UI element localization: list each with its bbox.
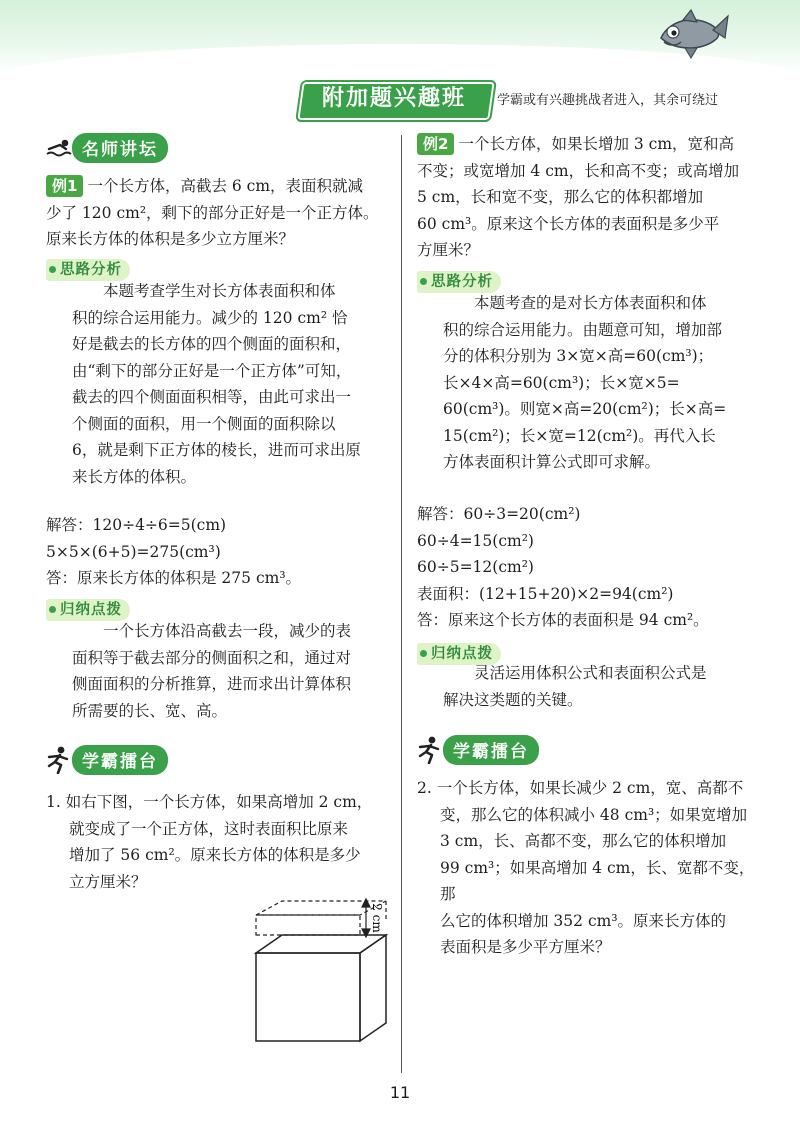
example-tag: 例1	[46, 175, 83, 197]
runner-icon	[46, 746, 72, 774]
runner-icon	[417, 736, 443, 764]
summary-tag: 归纳点拨	[417, 643, 501, 665]
section-header-challenge	[417, 735, 539, 765]
section-title: 学霸擂台	[72, 745, 168, 775]
analysis-text: 本题考查的是对长方体表面积和体 积的综合运用能力。由题意可知，增加部 分的体积分别为 3×宽×高=60(cm³)； 长×4×高=60(cm³)；长×宽×5= 60(cm³)。则宽×高=20(cm²)；长×高= 15(cm²)；长×宽=12(cm²)。再代入长 方体表面积计算公式即可求解。	[443, 294, 727, 471]
page-number: 11	[389, 1083, 411, 1102]
section-title: 学霸擂台	[443, 735, 539, 765]
section-title: 名师讲坛	[72, 133, 168, 163]
section-header-challenge	[46, 745, 168, 775]
example-2-problem: 例2 一个长方体，如果长增加 3 cm，宽和高 不变；或宽增加 4 cm，长和高不变；或高增加 5 cm，长和宽不变，那么它的体积都增加 60 cm³。原来这个长方体的表面积是多少平 方厘米？	[417, 135, 740, 259]
section-banner: 附加题兴趣班	[321, 86, 466, 111]
cuboid-figure	[240, 895, 390, 1055]
question-1: 1. 如右下图，一个长方体，如果高增加 2 cm， 就变成了一个正方体，这时表面积比原来 增加了 56 cm²。原来长方体的体积是多少 立方厘米？	[46, 793, 373, 891]
analysis-tag: 思路分析	[417, 271, 501, 293]
banner-note: 学霸或有兴趣挑战者进入，其余可绕过	[497, 93, 719, 108]
section-header-teacher	[46, 133, 168, 163]
summary-text: 一个长方体沿高截去一段，减少的表 面积等于截去部分的侧面积之和，通过对 侧面面积的分析推算，进而求出计算体积 所需要的长、宽、高。	[72, 622, 352, 720]
question-2: 2. 一个长方体，如果长减少 2 cm，宽、高都不 变，那么它的体积减小 48 cm³；如果宽增加 3 cm，长、高都不变，那么它的体积增加 99 cm³；如果高增加 4 cm，长、宽都不变，那 么它的体积增加 352 cm³。原来长方体的 表面积是多少平方厘米？	[417, 779, 755, 956]
answer-2: 解答：60÷3=20(cm²) 60÷4=15(cm²) 60÷5=12(cm²) 表面积：(12+15+20)×2=94(cm²) 答：原来这个长方体的表面积是 94 cm²。	[417, 505, 709, 629]
summary-tag: 归纳点拨	[46, 599, 130, 621]
summary-text: 灵活运用体积公式和表面积公式是 解决这类题的关键。	[443, 664, 707, 709]
column-divider	[401, 135, 402, 1073]
analysis-tag: 思路分析	[46, 259, 130, 281]
swimmer-icon	[46, 137, 72, 159]
answer-1: 解答：120÷4÷6=5(cm) 5×5×(6+5)=275(cm³) 答：原来长方体的体积是 275 cm³。	[46, 516, 302, 587]
example-1-problem: 例1 一个长方体，高截去 6 cm，表面积就减 少了 120 cm²，剩下的部分正好是一个正方体。 原来长方体的体积是多少立方厘米？	[46, 177, 379, 248]
fish-icon	[655, 8, 730, 63]
figure-dimension-label: 2 cm	[370, 903, 384, 933]
example-tag: 例2	[417, 133, 454, 155]
analysis-text: 本题考查学生对长方体表面积和体 积的综合运用能力。减少的 120 cm² 恰 好是截去的长方体的四个侧面的面积和， 由“剩下的部分正好是一个正方体”可知， 截去的四个侧面面积相等，由此可求出一 个侧面的面积，用一个侧面的面积除以 6，就是剩下正方体的棱长，进而可求出原 来长方体的体积。	[72, 282, 361, 486]
